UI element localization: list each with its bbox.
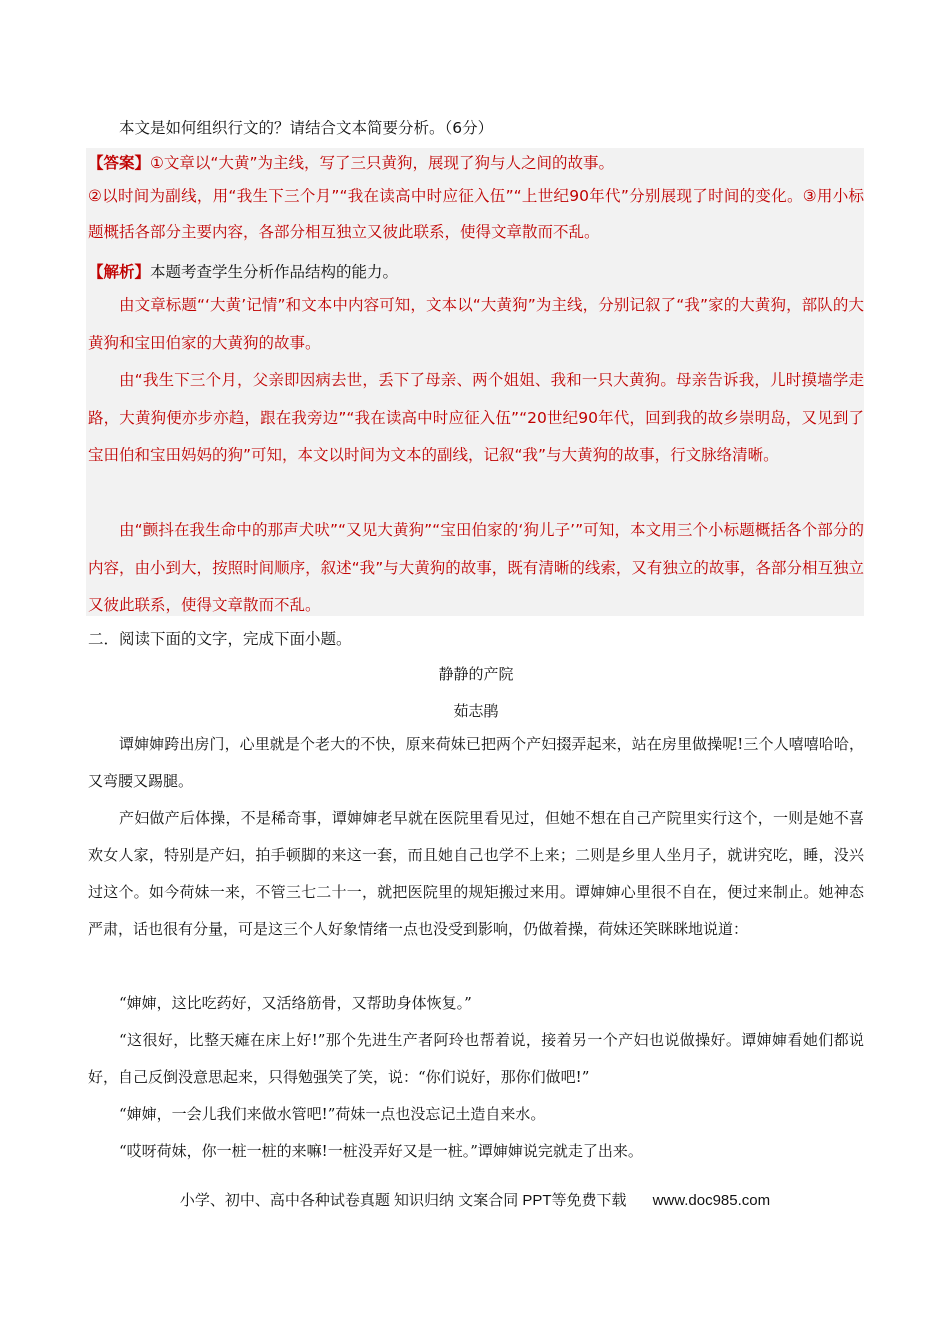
answer-text-2: ②以时间为副线，用“我生下三个月”“我在读高中时应征入伍”“上世纪90年代”分别展现了时间的变化。③用小标题概括各部分主要内容，各部分相互独立又彼此联系，使得文章散而不乱。 — [88, 187, 864, 241]
analysis-intro: 本题考查学生分析作品结构的能力。 — [150, 263, 399, 281]
answer-text-1: ①文章以“大黄”为主线，写了三只黄狗，展现了狗与人之间的故事。 — [150, 154, 614, 172]
answer-line-1 — [88, 148, 864, 178]
story-paragraph: “婶婶，一会儿我们来做水管吧!”荷妹一点也没忘记土造自来水。 — [119, 1105, 546, 1123]
answer-label: 【答案】 — [88, 154, 151, 172]
story-paragraph: 产妇做产后体操，不是稀奇事，谭婶婶老早就在医院里看见过，但她不想在自己产院里实行这个，一则是她不喜欢女人家，特别是产妇，拍手顿脚的来这一套，而且她自己也学不上来；二则是乡里人坐月子，就讲究吃，睡，没兴过这个。如今荷妹一来，不管三七二十一，就把医院里的规矩搬过来用。谭婶婶心里很不自在，便过来制止。她神态严肃，话也很有分量，可是这三个人好象情绪一点也没受到影响，仍做着操，荷妹还笑眯眯地说道： — [88, 809, 864, 938]
question-text: 本文是如何组织行文的？请结合文本简要分析。（6分） — [119, 119, 494, 137]
story-paragraph: “哎呀荷妹，你一桩一桩的来嘛!一桩没弄好又是一桩。”谭婶婶说完就走了出来。 — [119, 1142, 643, 1160]
analysis-label: 【解析】 — [88, 263, 151, 281]
footer-site-link[interactable]: www.doc985.com — [652, 1192, 771, 1209]
story-paragraph: “这很好，比整天瘫在床上好!”那个先进生产者阿玲也帮着说，接着另一个产妇也说做操好。谭婶婶看她们都说好，自己反倒没意思起来，只得勉强笑了笑，说：“你们说好，那你们做吧!” — [88, 1031, 864, 1086]
analysis-paragraph-2: 由“我生下三个月，父亲即因病去世，丢下了母亲、两个姐姐、我和一只大黄狗。母亲告诉我，儿时摸墙学走路，大黄狗便亦步亦趋，跟在我旁边”“我在读高中时应征入伍”“20世纪90年代，回到我的故乡崇明岛，又见到了宝田伯和宝田妈妈的狗”可知，本文以时间为文本的副线，记叙“我”与大黄狗的故事，行文脉络清晰。 — [88, 371, 864, 465]
analysis-paragraph-3: 由“颤抖在我生命中的那声犬吠”“又见大黄狗”“宝田伯家的‘狗儿子’”可知，本文用三个小标题概括各个部分的内容，由小到大，按照时间顺序，叙述“我”与大黄狗的故事，既有清晰的线索，又有独立的故事，各部分相互独立又彼此联系，使得文章散而不乱。 — [88, 521, 864, 615]
story-title: 静静的产院 — [438, 665, 514, 683]
story-author: 茹志鹃 — [453, 702, 499, 720]
footer-text: 小学、初中、高中各种试卷真题 知识归纳 文案合同 PPT等免费下载 — [179, 1192, 627, 1209]
section-heading: 二．阅读下面的文字，完成下面小题。 — [88, 630, 352, 648]
footer — [0, 1190, 950, 1212]
analysis-paragraph-1: 由文章标题“‘大黄’记情”和文本中内容可知，文本以“大黄狗”为主线，分别记叙了“我”家的大黄狗，部队的大黄狗和宝田伯家的大黄狗的故事。 — [88, 296, 864, 352]
story-paragraph: “婶婶，这比吃药好，又活络筋骨，又帮助身体恢复。” — [119, 994, 472, 1012]
analysis-line — [88, 257, 864, 287]
story-paragraph: 谭婶婶跨出房门，心里就是个老大的不快，原来荷妹已把两个产妇掇弄起来，站在房里做操呢!三个人嘻嘻哈哈，又弯腰又踢腿。 — [88, 735, 864, 790]
